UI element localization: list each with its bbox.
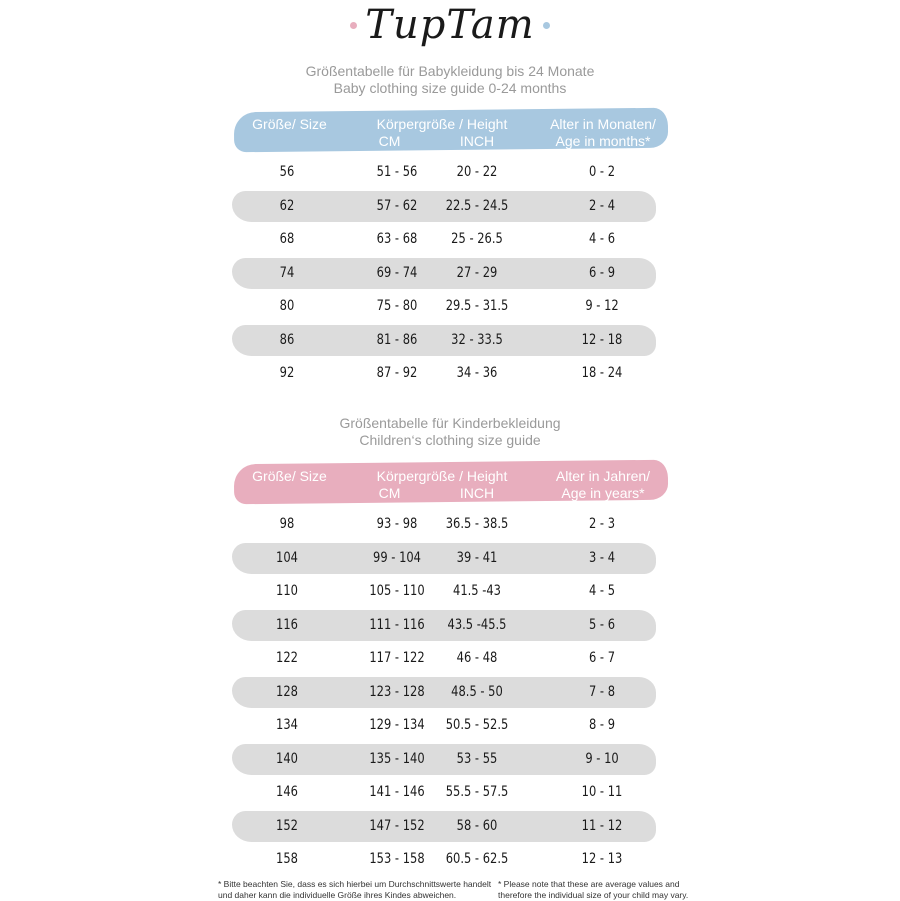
cell-age: 9 - 10 [585, 750, 619, 767]
table-row [232, 190, 672, 224]
cell-height-cm: 135 - 140 [369, 750, 425, 767]
cell-height-inch: 34 - 36 [456, 365, 498, 381]
cell-age: 12 - 13 [581, 851, 623, 867]
cell-size: 146 [276, 784, 298, 800]
cell-height-cm: 153 - 158 [369, 851, 425, 867]
cell-age: 6 - 7 [588, 650, 616, 666]
table-row [232, 642, 672, 676]
kids-title-de: Größentabelle für Kinderbekleidung [339, 415, 561, 431]
cell-size: 152 [276, 817, 298, 834]
cell-height-cm: 129 - 134 [369, 717, 425, 733]
cell-height-inch: 27 - 29 [456, 264, 498, 281]
cell-age: 3 - 4 [588, 549, 616, 566]
kids-table-header [232, 456, 672, 508]
table-row [232, 810, 672, 844]
cell-size: 158 [276, 851, 298, 867]
cell-height-cm: 111 - 116 [369, 616, 425, 633]
cell-height-cm: 75 - 80 [376, 298, 418, 314]
cell-age: 9 - 12 [585, 298, 619, 314]
cell-size: 86 [279, 331, 295, 348]
header-inch: INCH [459, 485, 495, 501]
pink-dot-icon [350, 22, 357, 29]
table-row [232, 257, 672, 291]
brand-logo [0, 2, 900, 48]
cell-size: 116 [276, 616, 298, 633]
table-row [232, 776, 672, 810]
cell-age: 4 - 6 [588, 231, 616, 247]
footnote-de-line1: * Bitte beachten Sie, dass es sich hierbei um Durchschnittswerte handelt [218, 879, 492, 889]
table-row [232, 542, 672, 576]
header-size: Größe/ Size [252, 468, 327, 484]
cell-height-cm: 57 - 62 [376, 197, 418, 214]
cell-size: 56 [279, 164, 295, 180]
cell-age: 4 - 5 [588, 583, 616, 599]
cell-height-inch: 50.5 - 52.5 [445, 717, 509, 733]
cell-height-inch: 22.5 - 24.5 [445, 197, 509, 214]
cell-height-cm: 117 - 122 [369, 650, 425, 666]
header-size: Größe/ Size [252, 116, 327, 132]
footnote-de [218, 879, 491, 901]
baby-table-body [232, 156, 672, 391]
cell-age: 11 - 12 [581, 817, 623, 834]
cell-size: 98 [279, 516, 295, 532]
cell-size: 92 [279, 365, 295, 381]
cell-height-inch: 58 - 60 [456, 817, 498, 834]
header-age-line2: Age in years* [561, 485, 645, 501]
baby-table-header [232, 104, 672, 156]
cell-size: 62 [279, 197, 295, 214]
cell-size: 128 [276, 683, 298, 700]
table-row [232, 843, 672, 877]
cell-height-inch: 60.5 - 62.5 [445, 851, 509, 867]
cell-height-cm: 93 - 98 [376, 516, 418, 532]
cell-height-inch: 20 - 22 [456, 164, 498, 180]
table-row [232, 609, 672, 643]
footnote-en-line2: therefore the individual size of your child may vary. [498, 890, 689, 900]
baby-title-de: Größentabelle für Babykleidung bis 24 Monate [305, 63, 595, 79]
kids-section-title [0, 415, 900, 449]
cell-age: 2 - 3 [588, 516, 616, 532]
table-row [232, 290, 672, 324]
cell-height-cm: 99 - 104 [373, 549, 421, 566]
cell-size: 140 [276, 750, 298, 767]
baby-title-en: Baby clothing size guide 0-24 months [333, 80, 567, 96]
header-cm: CM [378, 485, 401, 501]
cell-height-inch: 39 - 41 [456, 549, 498, 566]
cell-age: 10 - 11 [581, 784, 623, 800]
cell-height-inch: 32 - 33.5 [451, 331, 503, 348]
header-inch: INCH [459, 133, 495, 149]
kids-size-table [232, 456, 672, 877]
cell-age: 0 - 2 [588, 164, 616, 180]
cell-age: 7 - 8 [588, 683, 616, 700]
kids-title-en: Children‘s clothing size guide [359, 432, 541, 448]
table-row [232, 575, 672, 609]
cell-height-inch: 55.5 - 57.5 [445, 784, 509, 800]
blue-dot-icon [543, 22, 550, 29]
cell-age: 8 - 9 [588, 717, 616, 733]
table-row [232, 324, 672, 358]
cell-height-inch: 41.5 -43 [453, 583, 501, 599]
cell-age: 2 - 4 [588, 197, 616, 214]
cell-height-inch: 53 - 55 [456, 750, 498, 767]
brand-name: TupTam [365, 2, 535, 48]
footnote-de-line2: und daher kann die individuelle Größe ihres Kindes abweichen. [218, 890, 457, 900]
baby-size-table [232, 104, 672, 391]
cell-height-cm: 141 - 146 [369, 784, 425, 800]
cell-height-cm: 105 - 110 [369, 583, 425, 599]
table-row [232, 709, 672, 743]
kids-table-body [232, 508, 672, 877]
cell-age: 5 - 6 [588, 616, 616, 633]
cell-height-cm: 81 - 86 [376, 331, 418, 348]
cell-height-cm: 69 - 74 [376, 264, 418, 281]
header-age-line2: Age in months* [555, 133, 651, 149]
table-row [232, 743, 672, 777]
cell-size: 68 [279, 231, 295, 247]
cell-height-cm: 51 - 56 [376, 164, 418, 180]
cell-height-inch: 25 - 26.5 [451, 231, 503, 247]
cell-size: 104 [276, 549, 298, 566]
header-age-line1: Alter in Monaten/ [550, 116, 656, 132]
cell-height-inch: 29.5 - 31.5 [445, 298, 509, 314]
cell-height-cm: 63 - 68 [376, 231, 418, 247]
cell-size: 122 [276, 650, 298, 666]
footnote-en-line1: * Please note that these are average values and [498, 879, 680, 889]
table-row [232, 156, 672, 190]
header-age-line1: Alter in Jahren/ [555, 468, 651, 484]
cell-height-cm: 87 - 92 [376, 365, 418, 381]
cell-height-inch: 43.5 -45.5 [447, 616, 507, 633]
header-height: Körpergröße / Height [376, 116, 508, 132]
footnote-en [498, 879, 688, 901]
table-row [232, 357, 672, 391]
cell-age: 18 - 24 [581, 365, 623, 381]
cell-size: 110 [276, 583, 298, 599]
cell-height-cm: 147 - 152 [369, 817, 425, 834]
table-row [232, 508, 672, 542]
table-row [232, 676, 672, 710]
cell-size: 74 [279, 264, 295, 281]
header-height: Körpergröße / Height [376, 468, 508, 484]
cell-size: 134 [276, 717, 298, 733]
cell-height-inch: 46 - 48 [456, 650, 498, 666]
baby-section-title [0, 63, 900, 97]
cell-age: 6 - 9 [588, 264, 616, 281]
cell-height-inch: 36.5 - 38.5 [445, 516, 509, 532]
cell-size: 80 [279, 298, 295, 314]
header-cm: CM [378, 133, 401, 149]
table-row [232, 223, 672, 257]
cell-height-cm: 123 - 128 [369, 683, 425, 700]
cell-age: 12 - 18 [581, 331, 623, 348]
cell-height-inch: 48.5 - 50 [451, 683, 503, 700]
